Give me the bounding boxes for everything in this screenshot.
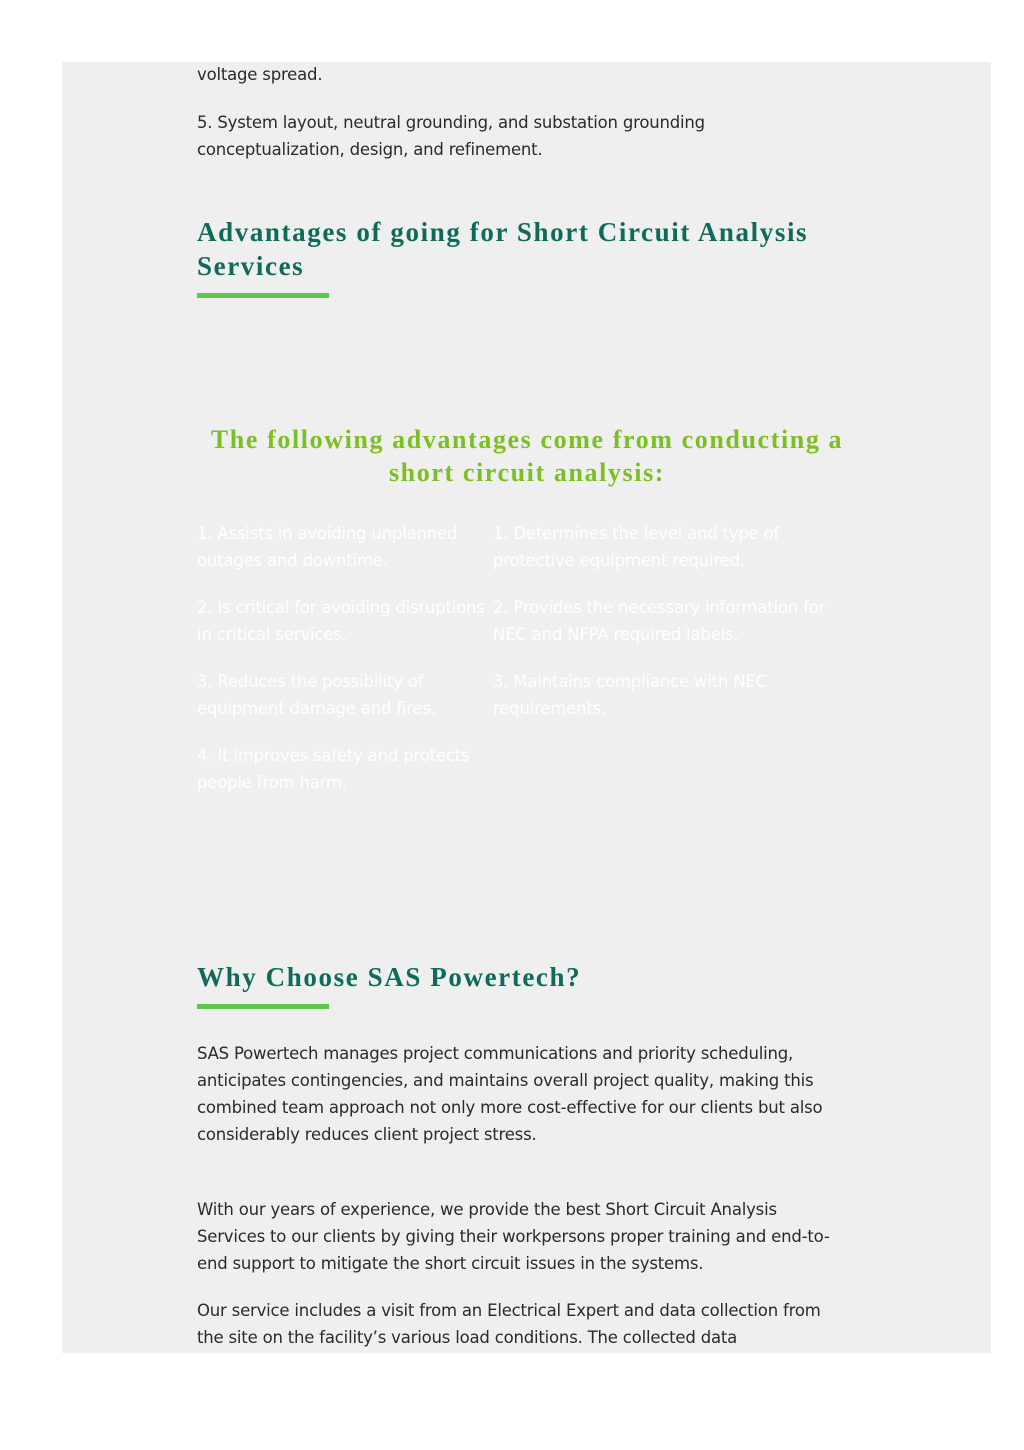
why-paragraph-2: With our years of experience, we provide the best Short Circuit Analysis Services to our clients by giving their workpersons proper training and end-to-end support to mitigate the short circuit issues in the systems. <box>197 1200 830 1273</box>
advantage-left-item-1: 1. Assists in avoiding unplanned outages and downtime. <box>197 524 458 570</box>
why-choose-heading-underline <box>197 1004 329 1009</box>
advantages-heading-underline <box>197 293 329 298</box>
why-choose-heading: Why Choose SAS Powertech? <box>197 962 582 992</box>
advantage-left-item-4: 4. It improves safety and protects people from harm. <box>197 746 470 792</box>
advantage-right-item-3: 3. Maintains compliance with NEC requirements. <box>493 672 767 718</box>
why-paragraph-1: SAS Powertech manages project communications and priority scheduling, anticipates contingencies, and maintains overall project quality, making this combined team approach not only more cost-effective for our clients but also considerably reduces client project stress. <box>197 1044 823 1144</box>
why-paragraph-3: Our service includes a visit from an Electrical Expert and data collection from the site on the facility’s various load conditions. The collected data <box>197 1301 821 1347</box>
advantages-section-heading: Advantages of going for Short Circuit Analysis Services <box>197 217 809 281</box>
advantage-left-item-2: 2. Is critical for avoiding disruptions in critical services. <box>197 598 485 644</box>
advantage-right-item-1: 1. Determines the level and type of protective equipment required. <box>493 524 780 570</box>
intro-item-5: 5. System layout, neutral grounding, and substation grounding conceptualization, design, and refinement. <box>197 113 705 159</box>
advantages-right-column <box>493 520 843 742</box>
advantages-left-column <box>197 520 487 816</box>
advantage-left-item-3: 3. Reduces the possibility of equipment damage and fires. <box>197 672 436 718</box>
advantage-right-item-2: 2. Provides the necessary information for NEC and NFPA required labels. <box>493 598 826 644</box>
advantages-list-heading: The following advantages come from conducting a short circuit analysis: <box>210 425 844 487</box>
intro-continued-line: voltage spread. <box>197 65 323 84</box>
